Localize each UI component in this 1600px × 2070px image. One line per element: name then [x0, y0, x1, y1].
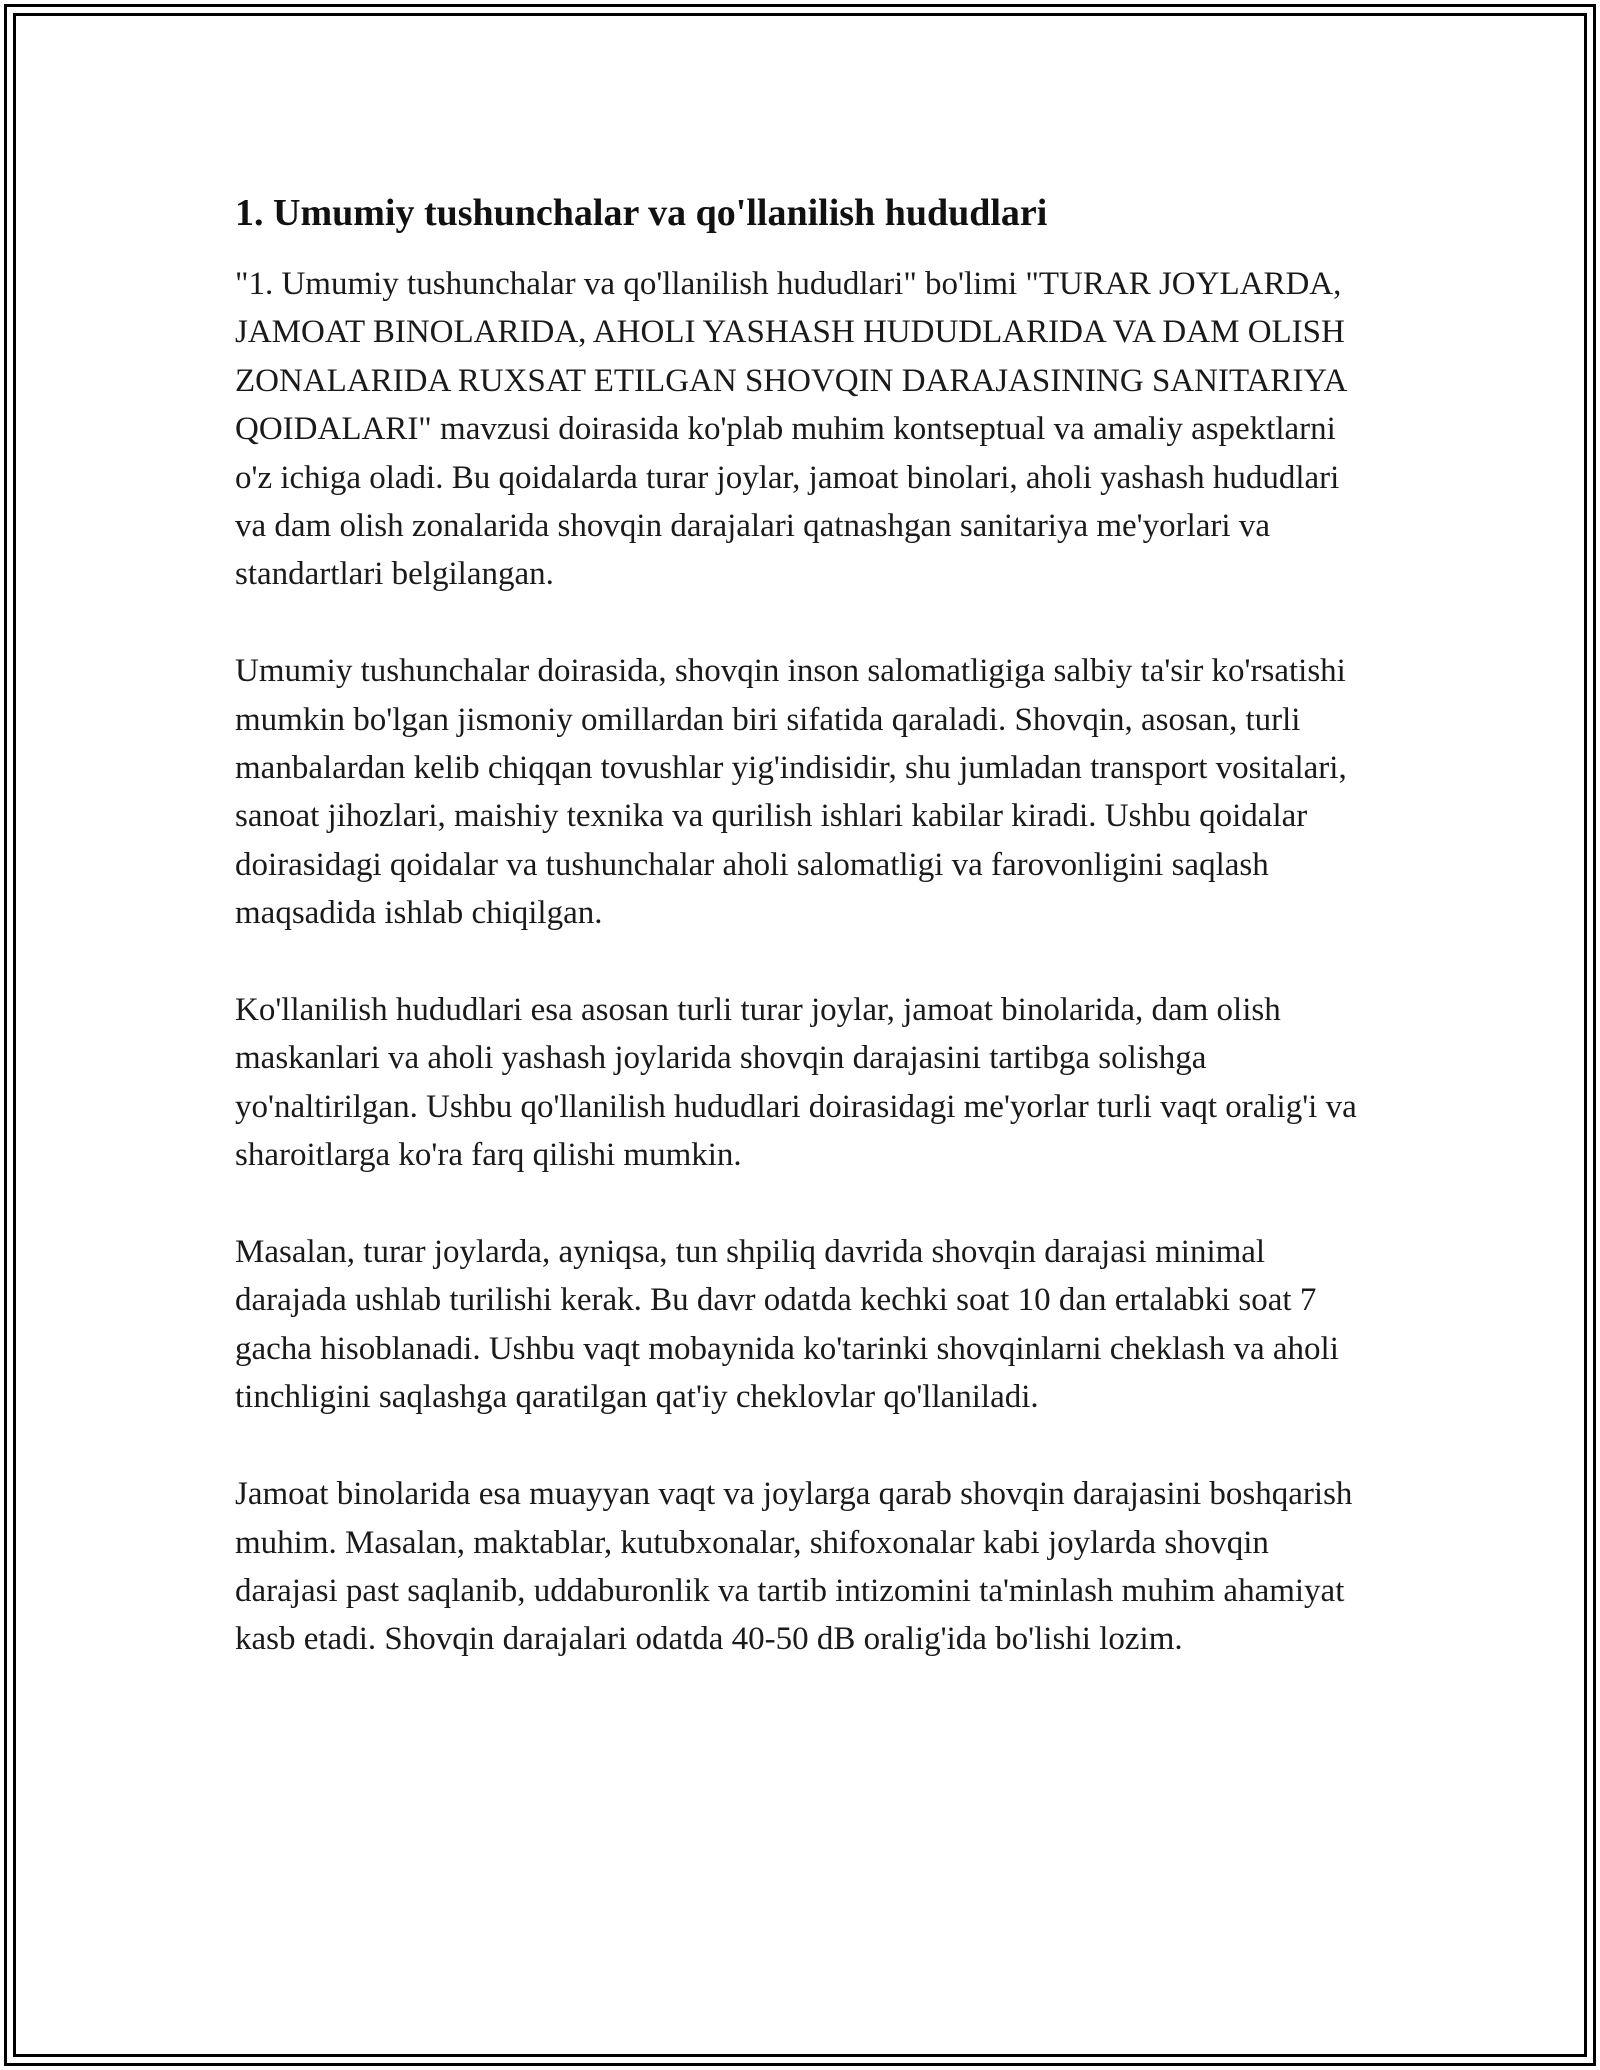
- section-heading: 1. Umumiy tushunchalar va qo'llanilish hududlari: [235, 192, 1048, 234]
- paragraph-intro: "1. Umumiy tushunchalar va qo'llanilish hududlari" bo'limi "TURAR JOYLARDA, JAMOAT BINOLARIDA, AHOLI YASHASH HUDUDLARIDA VA DAM OLISH ZONALARIDA RUXSAT ETILGAN SHOVQIN DARAJASINING SANITARIYA QOIDALARI" mavzusi doirasida ko'plab muhim kontseptual va amaliy aspektlarni o'z ichiga oladi. Bu qoidalarda turar joylar, jamoat binolari, aholi yashash hududlari va dam olish zonalarida shovqin darajalari qatnashgan sanitariya me'yorlari va standartlari belgilangan.: [235, 266, 1346, 593]
- paragraph-application-areas: Ko'llanilish hududlari esa asosan turli turar joylar, jamoat binolarida, dam olish maskanlari va aholi yashash joylarida shovqin darajasini tartibga solishga yo'naltirilgan. Ushbu qo'llanilish hududlari doirasidagi me'yorlar turli vaqt oralig'i va sharoitlarga ko'ra farq qilishi mumkin.: [235, 992, 1357, 1174]
- paragraph-public-buildings: Jamoat binolarida esa muayyan vaqt va joylarga qarab shovqin darajasini boshqarish muhim. Masalan, maktablar, kutubxonalar, shifoxonalar kabi joylarda shovqin darajasi past saqlanib, uddaburonlik va tartib intizomini ta'minlash muhim ahamiyat kasb etadi. Shovqin darajalari odatda 40-50 dB oralig'ida bo'lishi lozim.: [235, 1476, 1353, 1658]
- paragraph-residential-night: Masalan, turar joylarda, ayniqsa, tun shpiliq davrida shovqin darajasi minimal darajada ushlab turilishi kerak. Bu davr odatda kechki soat 10 dan ertalabki soat 7 gacha hisoblanadi. Ushbu vaqt mobaynida ko'tarinki shovqinlarni cheklash va aholi tinchligini saqlashga qaratilgan qat'iy cheklovlar qo'llaniladi.: [235, 1234, 1339, 1416]
- paragraph-general-concepts: Umumiy tushunchalar doirasida, shovqin inson salomatligiga salbiy ta'sir ko'rsatishi mumkin bo'lgan jismoniy omillardan biri sifatida qaraladi. Shovqin, asosan, turli manbalardan kelib chiqqan tovushlar yig'indisidir, shu jumladan transport vositalari, sanoat jihozlari, maishiy texnika va qurilish ishlari kabilar kiradi. Ushbu qoidalar doirasidagi qoidalar va tushunchalar aholi salomatligi va farovonligini saqlash maqsadida ishlab chiqilgan.: [235, 653, 1347, 932]
- document-body: [235, 188, 1375, 1712]
